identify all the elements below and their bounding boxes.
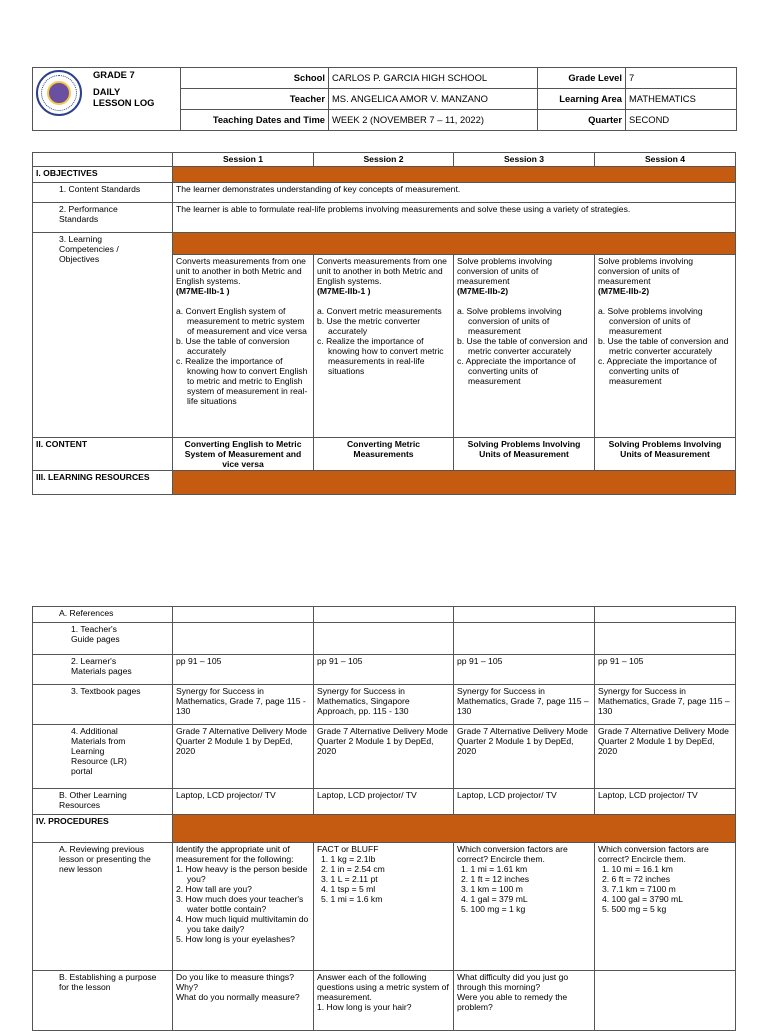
competency-text: Solve problems involving conversion of units of measurement xyxy=(457,256,553,286)
procedure-a-item: 2. 1 in = 2.54 cm xyxy=(321,864,385,874)
procedure-b-1: Do you like to measure things? Why? What do you normally measure? xyxy=(173,971,314,1031)
other-resources-1: Laptop, LCD projector/ TV xyxy=(173,789,314,815)
content-session-1: Converting English to Metric System of Measurement and vice versa xyxy=(173,438,314,471)
content-standards-value: The learner demonstrates understanding of key concepts of measurement. xyxy=(173,183,736,203)
competency-text: Converts measurements from one unit to another in both Metric and English systems. xyxy=(317,256,447,286)
learners-materials-label: 2. Learner's Materials pages xyxy=(33,655,173,685)
grade-level-value: 7 xyxy=(626,68,737,89)
competency-objective-item: a. Solve problems involving conversion of units of measurement xyxy=(598,306,703,336)
content-session-3: Solving Problems Involving Units of Measurement xyxy=(454,438,595,471)
procedure-a-session-3 xyxy=(454,843,595,971)
teacher-label: Teacher xyxy=(181,89,329,110)
competency-session-1 xyxy=(173,255,314,438)
quarter-label: Quarter xyxy=(538,110,626,131)
teachers-guide-4 xyxy=(595,623,736,655)
learners-materials-3: pp 91 – 105 xyxy=(454,655,595,685)
references-cell-1 xyxy=(173,607,314,623)
quarter-value: SECOND xyxy=(626,110,737,131)
procedures-heading: IV. PROCEDURES xyxy=(33,815,173,843)
procedure-a-item: 4. 1 gal = 379 mL xyxy=(461,894,528,904)
additional-materials-1: Grade 7 Alternative Delivery Mode Quarter 2 Module 1 by DepEd, 2020 xyxy=(173,725,314,789)
content-standards-label: 1. Content Standards xyxy=(33,183,173,203)
procedure-a-item: 3. 1 km = 100 m xyxy=(461,884,523,894)
procedure-a-item: 1. 1 kg = 2.1lb xyxy=(321,854,376,864)
textbook-4: Synergy for Success in Mathematics, Grade 7, page 115 – 130 xyxy=(595,685,736,725)
performance-standards-value: The learner is able to formulate real-life problems involving measurements and solve these using a variety of strategies. xyxy=(173,203,736,233)
procedure-a-item: 4. 100 gal = 3790 mL xyxy=(602,894,683,904)
procedure-b-4 xyxy=(595,971,736,1031)
objectives-band xyxy=(173,167,736,183)
grade-label: GRADE 7 xyxy=(93,69,135,80)
procedure-a-list xyxy=(598,864,732,914)
other-resources-4: Laptop, LCD projector/ TV xyxy=(595,789,736,815)
procedure-b-3: What difficulty did you just go through this morning? Were you able to remedy the problem? xyxy=(454,971,595,1031)
learning-area-label: Learning Area xyxy=(538,89,626,110)
textbook-1: Synergy for Success in Mathematics, Grade 7, page 115 - 130 xyxy=(173,685,314,725)
school-value: CARLOS P. GARCIA HIGH SCHOOL xyxy=(329,68,538,89)
procedure-a-item: 2. 6 ft = 72 inches xyxy=(602,874,671,884)
procedure-a-item: 5. 100 mg = 1 kg xyxy=(461,904,526,914)
procedure-a-item: 3. 7.1 km = 7100 m xyxy=(602,884,676,894)
deped-seal-icon xyxy=(36,70,82,116)
competency-objective-item: c. Realize the importance of knowing how to convert metric measurements in real-life situations xyxy=(317,336,444,376)
procedure-a-item: 5. How long is your eyelashes? xyxy=(176,934,295,944)
procedure-a-label: A. Reviewing previous lesson or presenting the new lesson xyxy=(33,843,173,971)
procedure-a-session-2 xyxy=(314,843,454,971)
procedure-a-item: 3. How much does your teacher's water bottle contain? xyxy=(176,894,304,914)
procedure-a-item: 2. 1 ft = 12 inches xyxy=(461,874,530,884)
competency-objectives-list xyxy=(317,306,450,376)
teachers-guide-3 xyxy=(454,623,595,655)
competency-objective-item: a. Convert English system of measurement to metric system of measurement and vice versa xyxy=(176,306,307,336)
teacher-value: MS. ANGELICA AMOR V. MANZANO xyxy=(329,89,538,110)
session-header-3: Session 3 xyxy=(454,153,595,167)
procedure-a-item: 5. 500 mg = 5 kg xyxy=(602,904,667,914)
competency-objective-item: c. Appreciate the importance of converting units of measurement xyxy=(598,356,717,386)
competency-objective-item: c. Appreciate the importance of converting units of measurement xyxy=(457,356,576,386)
procedure-a-list xyxy=(176,864,310,944)
competency-objective-item: c. Realize the importance of knowing how to convert English to metric and metric to English system of measurement in real-life situations xyxy=(176,356,308,406)
references-cell-4 xyxy=(595,607,736,623)
competency-code: (M7ME-IIb-1 ) xyxy=(176,286,230,296)
other-resources-3: Laptop, LCD projector/ TV xyxy=(454,789,595,815)
textbook-3: Synergy for Success in Mathematics, Grade 7, page 115 – 130 xyxy=(454,685,595,725)
procedure-a-item: 1. 10 mi = 16.1 km xyxy=(602,864,673,874)
competencies-band xyxy=(173,233,736,255)
additional-materials-label: 4. Additional Materials from Learning Resource (LR) portal xyxy=(33,725,173,789)
procedure-a-list xyxy=(457,864,591,914)
dates-value: WEEK 2 (NOVEMBER 7 – 11, 2022) xyxy=(329,110,538,131)
procedure-a-item: 5. 1 mi = 1.6 km xyxy=(321,894,383,904)
competency-objective-item: a. Convert metric measurements xyxy=(317,306,442,316)
lesson-table-page-2 xyxy=(32,606,736,1031)
competency-objective-item: b. Use the table of conversion accurately xyxy=(176,336,290,356)
content-session-4: Solving Problems Involving Units of Measurement xyxy=(595,438,736,471)
corner-cell xyxy=(33,153,173,167)
procedure-a-item: 4. How much liquid multivitamin do you take daily? xyxy=(176,914,309,934)
competency-objective-item: b. Use the table of conversion and metric converter accurately xyxy=(457,336,588,356)
teachers-guide-1 xyxy=(173,623,314,655)
competency-objectives-list xyxy=(598,306,732,386)
competency-objective-item: a. Solve problems involving conversion of units of measurement xyxy=(457,306,562,336)
teachers-guide-2 xyxy=(314,623,454,655)
teachers-guide-label: 1. Teacher's Guide pages xyxy=(33,623,173,655)
textbook-2: Synergy for Success in Mathematics, Singapore Approach, pp. 115 - 130 xyxy=(314,685,454,725)
dates-label: Teaching Dates and Time xyxy=(181,110,329,131)
competency-text: Solve problems involving conversion of units of measurement xyxy=(598,256,694,286)
content-heading: II. CONTENT xyxy=(33,438,173,471)
learning-resources-heading: III. LEARNING RESOURCES xyxy=(33,471,173,495)
additional-materials-2: Grade 7 Alternative Delivery Mode Quarter 2 Module 1 by DepEd, 2020 xyxy=(314,725,454,789)
learners-materials-4: pp 91 – 105 xyxy=(595,655,736,685)
objectives-heading: I. OBJECTIVES xyxy=(33,167,173,183)
header-table xyxy=(32,67,737,131)
competency-session-2 xyxy=(314,255,454,438)
other-resources-2: Laptop, LCD projector/ TV xyxy=(314,789,454,815)
grade-level-label: Grade Level xyxy=(538,68,626,89)
references-cell-2 xyxy=(314,607,454,623)
competencies-label: 3. Learning Competencies / Objectives xyxy=(33,233,173,438)
header-title-cell xyxy=(33,68,181,131)
content-session-2: Converting Metric Measurements xyxy=(314,438,454,471)
textbook-label: 3. Textbook pages xyxy=(33,685,173,725)
competency-code: (M7ME-IIb-2) xyxy=(598,286,650,296)
procedures-band xyxy=(173,815,736,843)
lesson-log-title: DAILY LESSON LOG xyxy=(93,86,155,108)
procedure-a-intro: Which conversion factors are correct? Encircle them. xyxy=(598,844,709,864)
procedure-a-item: 2. How tall are you? xyxy=(176,884,252,894)
additional-materials-3: Grade 7 Alternative Delivery Mode Quarter 2 Module 1 by DepEd, 2020 xyxy=(454,725,595,789)
learning-resources-band xyxy=(173,471,736,495)
session-header-1: Session 1 xyxy=(173,153,314,167)
school-label: School xyxy=(181,68,329,89)
procedure-a-session-1 xyxy=(173,843,314,971)
competency-code: (M7ME-IIb-2) xyxy=(457,286,509,296)
other-resources-label: B. Other Learning Resources xyxy=(33,789,173,815)
competency-objective-item: b. Use the table of conversion and metric converter accurately xyxy=(598,336,729,356)
learning-area-value: MATHEMATICS xyxy=(626,89,737,110)
competency-objectives-list xyxy=(176,306,310,406)
learners-materials-1: pp 91 – 105 xyxy=(173,655,314,685)
procedure-a-session-4 xyxy=(595,843,736,971)
procedure-a-item: 3. 1 L = 2.11 pt xyxy=(321,874,378,884)
procedure-a-item: 1. How heavy is the person beside you? xyxy=(176,864,308,884)
competency-code: (M7ME-IIb-1 ) xyxy=(317,286,371,296)
competency-session-3 xyxy=(454,255,595,438)
performance-standards-label: 2. Performance Standards xyxy=(33,203,173,233)
session-header-2: Session 2 xyxy=(314,153,454,167)
procedure-a-intro: Identify the appropriate unit of measurement for the following: xyxy=(176,844,294,864)
procedure-a-intro: FACT or BLUFF xyxy=(317,844,379,854)
references-cell-3 xyxy=(454,607,595,623)
procedure-a-intro: Which conversion factors are correct? Encircle them. xyxy=(457,844,568,864)
competency-objectives-list xyxy=(457,306,591,386)
procedure-a-item: 1. 1 mi = 1.61 km xyxy=(461,864,528,874)
lesson-table-page-1 xyxy=(32,152,736,495)
learners-materials-2: pp 91 – 105 xyxy=(314,655,454,685)
references-label: A. References xyxy=(33,607,173,623)
procedure-b-label: B. Establishing a purpose for the lesson xyxy=(33,971,173,1031)
session-header-4: Session 4 xyxy=(595,153,736,167)
procedure-a-list xyxy=(317,854,450,904)
procedure-a-item: 4. 1 tsp = 5 ml xyxy=(321,884,376,894)
competency-objective-item: b. Use the metric converter accurately xyxy=(317,316,421,336)
procedure-b-2: Answer each of the following questions using a metric system of measurement. 1. How long is your hair? xyxy=(314,971,454,1031)
additional-materials-4: Grade 7 Alternative Delivery Mode Quarter 2 Module 1 by DepEd, 2020 xyxy=(595,725,736,789)
competency-text: Converts measurements from one unit to another in both Metric and English systems. xyxy=(176,256,306,286)
competency-session-4 xyxy=(595,255,736,438)
